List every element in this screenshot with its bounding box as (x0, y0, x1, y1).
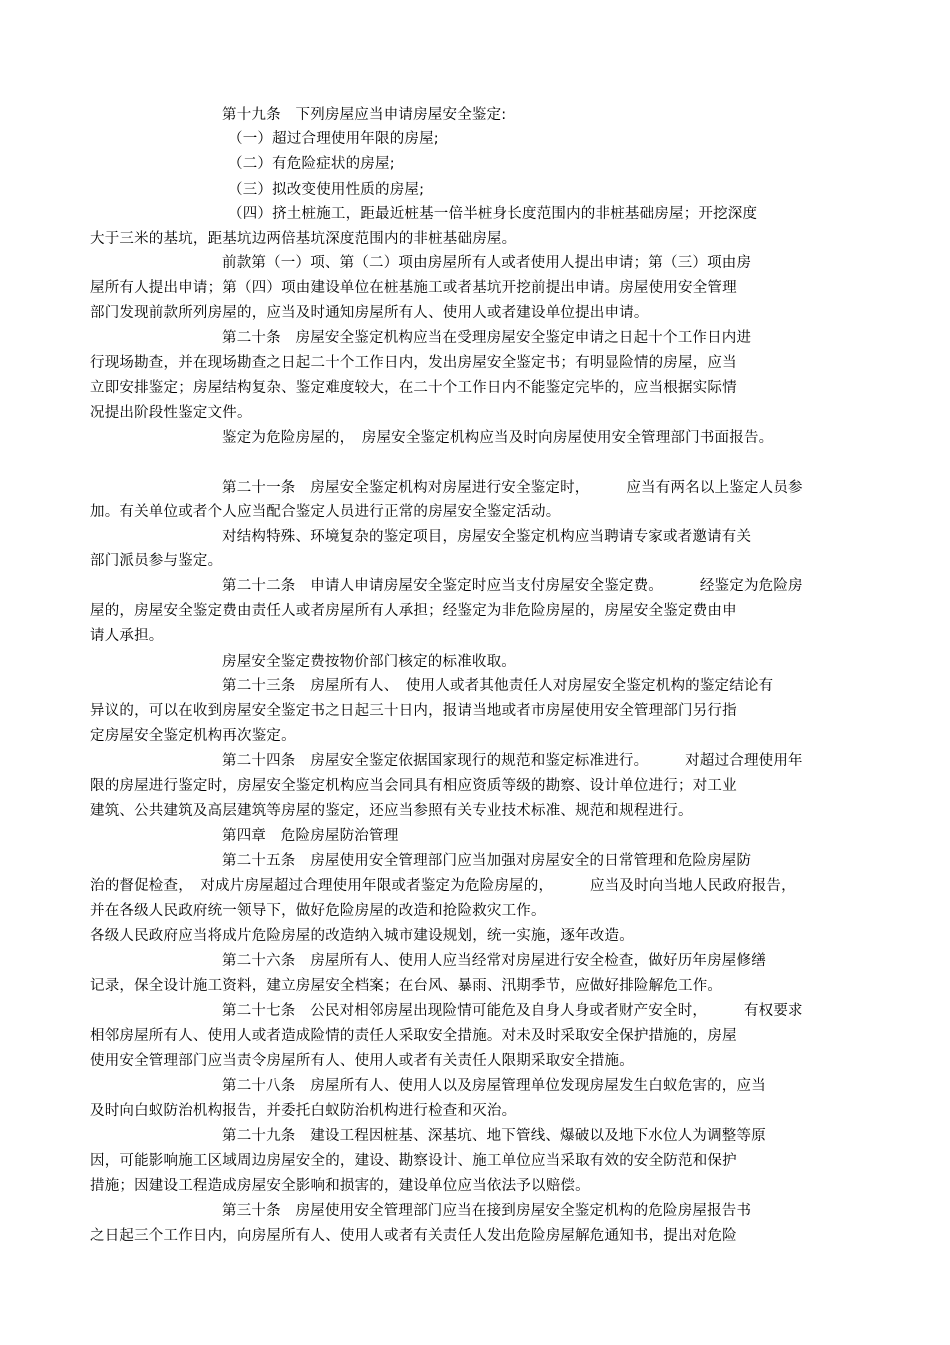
text-line: 请人承担。 (90, 628, 164, 644)
text-line: 部门派员参与鉴定。 (90, 553, 223, 569)
text-line: 第二十条 房屋安全鉴定机构应当在受理房屋安全鉴定申请之日起十个工作日内进 (222, 330, 752, 346)
text-line: （一）超过合理使用年限的房屋; (228, 131, 439, 147)
text-line: （二）有危险症状的房屋; (228, 156, 395, 172)
text-line: 第二十九条 建设工程因桩基、深基坑、地下管线、爆破以及地下水位人为调整等原 (222, 1128, 766, 1144)
text-line: 之日起三个工作日内，向房屋所有人、使用人或者有关责任人发出危险房屋解危通知书，提出对危险 (90, 1228, 737, 1244)
text-line: 前款第（一）项、第（二）项由房屋所有人或者使用人提出申请；第（三）项由房 (222, 255, 752, 271)
text-line: （三）拟改变使用性质的房屋; (228, 182, 425, 198)
text-line: 使用安全管理部门应当责令房屋所有人、使用人或者有关责任人限期采取安全措施。 (90, 1053, 634, 1069)
text-line: 措施；因建设工程造成房屋安全影响和损害的，建设单位应当依法予以赔偿。 (90, 1178, 590, 1194)
text-line: 各级人民政府应当将成片危险房屋的改造纳入城市建设规划，统一实施，逐年改造。 (90, 928, 634, 944)
text-line: 第二十四条 房屋安全鉴定依据国家现行的规范和鉴定标准进行。 对超过合理使用年 (222, 753, 803, 769)
text-line: 况提出阶段性鉴定文件。 (90, 405, 252, 421)
text-line: 行现场勘查，并在现场勘查之日起二十个工作日内，发出房屋安全鉴定书；有明显险情的房屋，应当 (90, 355, 737, 371)
text-line: 第二十二条 申请人申请房屋安全鉴定时应当支付房屋安全鉴定费。 经鉴定为危险房 (222, 578, 803, 594)
text-line: 对结构特殊、环境复杂的鉴定项目，房屋安全鉴定机构应当聘请专家或者邀请有关 (222, 529, 752, 545)
text-line: 建筑、公共建筑及高层建筑等房屋的鉴定，还应当参照有关专业技术标准、规范和规程进行。 (90, 803, 693, 819)
text-line: 房屋安全鉴定费按物价部门核定的标准收取。 (222, 654, 516, 670)
text-line: 第二十六条 房屋所有人、使用人应当经常对房屋进行安全检查，做好历年房屋修缮 (222, 953, 766, 969)
text-line: 因，可能影响施工区域周边房屋安全的，建设、勘察设计、施工单位应当采取有效的安全防范和保护 (90, 1153, 737, 1169)
text-line: 第二十五条 房屋使用安全管理部门应当加强对房屋安全的日常管理和危险房屋防 (222, 853, 752, 869)
text-line: 定房屋安全鉴定机构再次鉴定。 (90, 728, 296, 744)
text-line: 第十九条 下列房屋应当申请房屋安全鉴定: (222, 107, 507, 123)
text-line: 第三十条 房屋使用安全管理部门应当在接到房屋安全鉴定机构的危险房屋报告书 (222, 1203, 752, 1219)
text-line: 第二十三条 房屋所有人、 使用人或者其他责任人对房屋安全鉴定机构的鉴定结论有 (222, 678, 774, 694)
text-line: （四）挤土桩施工，距最近桩基一倍半桩身长度范围内的非桩基础房屋；开挖深度 (228, 206, 758, 222)
text-line: 第二十一条 房屋安全鉴定机构对房屋进行安全鉴定时， 应当有两名以上鉴定人员参 (222, 480, 803, 496)
text-line: 限的房屋进行鉴定时，房屋安全鉴定机构应当会同具有相应资质等级的勘察、设计单位进行；对工业 (90, 778, 737, 794)
text-line: 鉴定为危险房屋的， 房屋安全鉴定机构应当及时向房屋使用安全管理部门书面报告。 (222, 430, 774, 446)
text-line: 第二十七条 公民对相邻房屋出现险情可能危及自身人身或者财产安全时， 有权要求 (222, 1003, 803, 1019)
text-line: 异议的，可以在收到房屋安全鉴定书之日起三十日内，报请当地或者市房屋使用安全管理部门另行指 (90, 703, 737, 719)
text-line: 并在各级人民政府统一领导下，做好危险房屋的改造和抢险救灾工作。 (90, 903, 546, 919)
text-line: 及时向白蚁防治机构报告，并委托白蚁防治机构进行检查和灭治。 (90, 1103, 517, 1119)
text-line: 第二十八条 房屋所有人、使用人以及房屋管理单位发现房屋发生白蚁危害的，应当 (222, 1078, 766, 1094)
text-line: 屋所有人提出申请；第（四）项由建设单位在桩基施工或者基坑开挖前提出申请。房屋使用安全管理 (90, 280, 737, 296)
text-line: 治的督促检查， 对成片房屋超过合理使用年限或者鉴定为危险房屋的， 应当及时向当地人民政府报告， (90, 878, 796, 894)
text-line: 记录，保全设计施工资料，建立房屋安全档案；在台风、暴雨、汛期季节，应做好排险解危工作。 (90, 978, 723, 994)
text-line: 部门发现前款所列房屋的，应当及时通知房屋所有人、使用人或者建设单位提出申请。 (90, 305, 649, 321)
text-line: 大于三米的基坑，距基坑边两倍基坑深度范围内的非桩基础房屋。 (90, 231, 517, 247)
text-line: 屋的，房屋安全鉴定费由责任人或者房屋所有人承担；经鉴定为非危险房屋的，房屋安全鉴定费由申 (90, 603, 737, 619)
text-line: 立即安排鉴定；房屋结构复杂、鉴定难度较大，在二十个工作日内不能鉴定完毕的，应当根据实际情 (90, 380, 737, 396)
chapter-heading: 第四章 危险房屋防治管理 (222, 828, 399, 844)
text-line: 相邻房屋所有人、使用人或者造成险情的责任人采取安全措施。对未及时采取安全保护措施的，房屋 (90, 1028, 737, 1044)
text-line: 加。有关单位或者个人应当配合鉴定人员进行正常的房屋安全鉴定活动。 (90, 504, 561, 520)
